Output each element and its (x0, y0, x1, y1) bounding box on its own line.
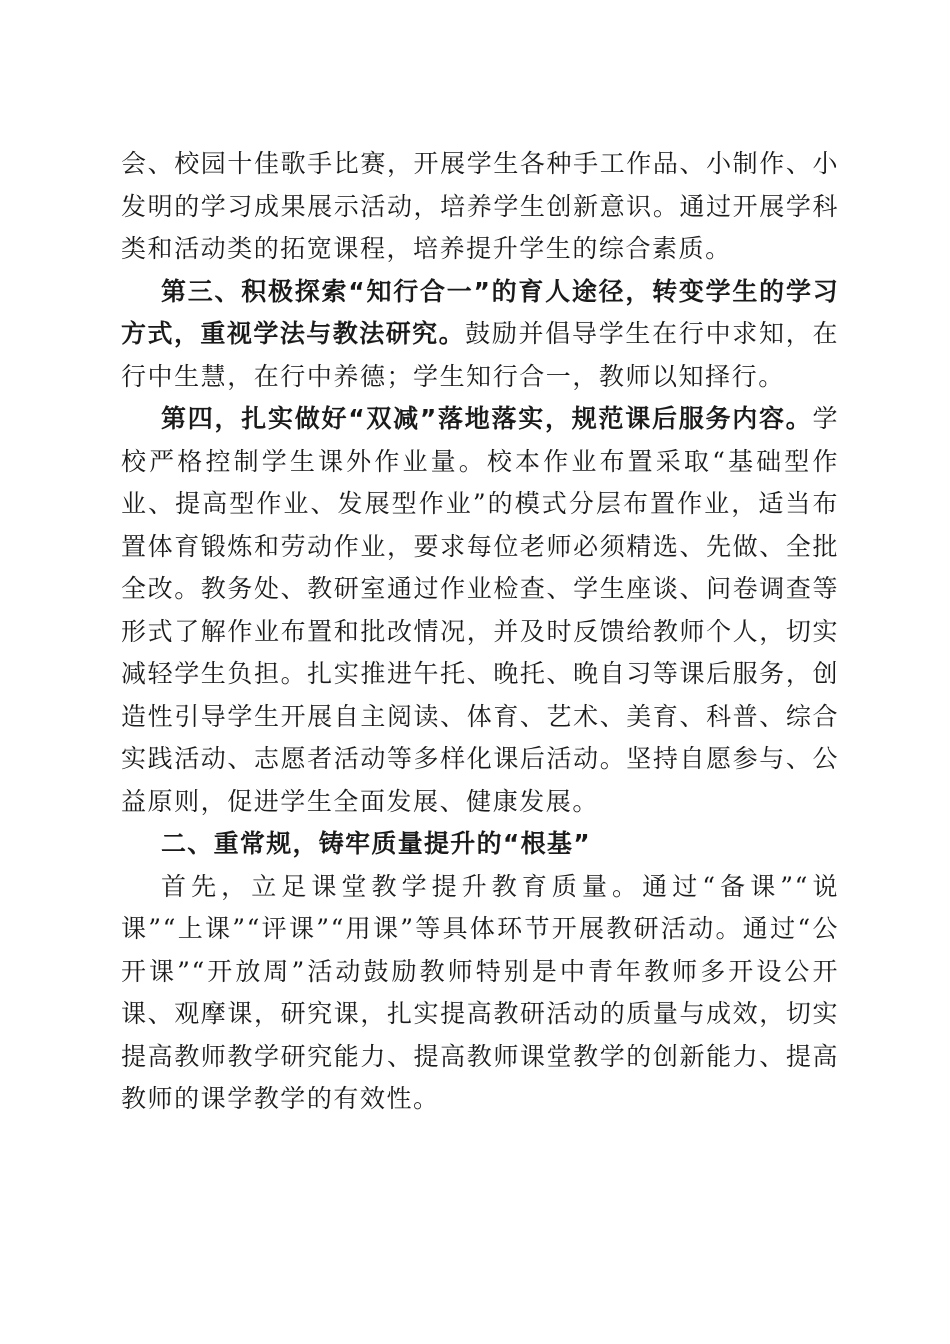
section-heading (121, 823, 839, 866)
paragraph-third-point (121, 271, 839, 399)
paragraph-text: 鼓励并倡导学生在行中求知，在行中生慧，在行中养德；学生知行合一，教师以知择行。 (121, 319, 840, 391)
paragraph-text: 首先，立足课堂教学提升教育质量。通过“备课”“说课”“上课”“评课”“用课”等具体环节开展教研活动。通过“公开课”“开放周”活动鼓励教师特别是中青年教师多开设公开课、观摩课，研究课，扎实提高教研活动的质量与成效，切实提高教师教学研究能力、提高教师课堂教学的创新能力、提高教师的课学教学的有效性。 (121, 871, 839, 1113)
paragraph-continuation (121, 143, 839, 271)
document-body (121, 143, 839, 1121)
section-heading-text: 二、重常规，铸牢质量提升的“根基” (161, 829, 591, 858)
paragraph-lead-bold: 第四，扎实做好“双减”落地落实，规范课后服务内容。 (161, 404, 813, 433)
paragraph-lead-bold: 第三、积极探索“知行合一”的育人途径，转变学生的学习方式，重视学法与教法研究。 (121, 276, 839, 348)
paragraph-first-point (121, 866, 839, 1121)
paragraph-text: 学校严格控制学生课外作业量。校本作业布置采取“基础型作业、提高型作业、发展型作业”的模式分层布置作业，适当布置体育锻炼和劳动作业，要求每位老师必须精选、先做、全批全改。教务处、教研室通过作业检查、学生座谈、问卷调查等形式了解作业布置和批改情况，并及时反馈给教师个人，切实减轻学生负担。扎实推进午托、晚托、晚自习等课后服务，创造性引导学生开展自主阅读、体育、艺术、美育、科普、综合实践活动、志愿者活动等多样化课后活动。坚持自愿参与、公益原则，促进学生全面发展、健康发展。 (121, 404, 839, 816)
paragraph-text: 会、校园十佳歌手比赛，开展学生各种手工作品、小制作、小发明的学习成果展示活动，培养学生创新意识。通过开展学科类和活动类的拓宽课程，培养提升学生的综合素质。 (121, 149, 839, 263)
paragraph-fourth-point (121, 398, 839, 823)
